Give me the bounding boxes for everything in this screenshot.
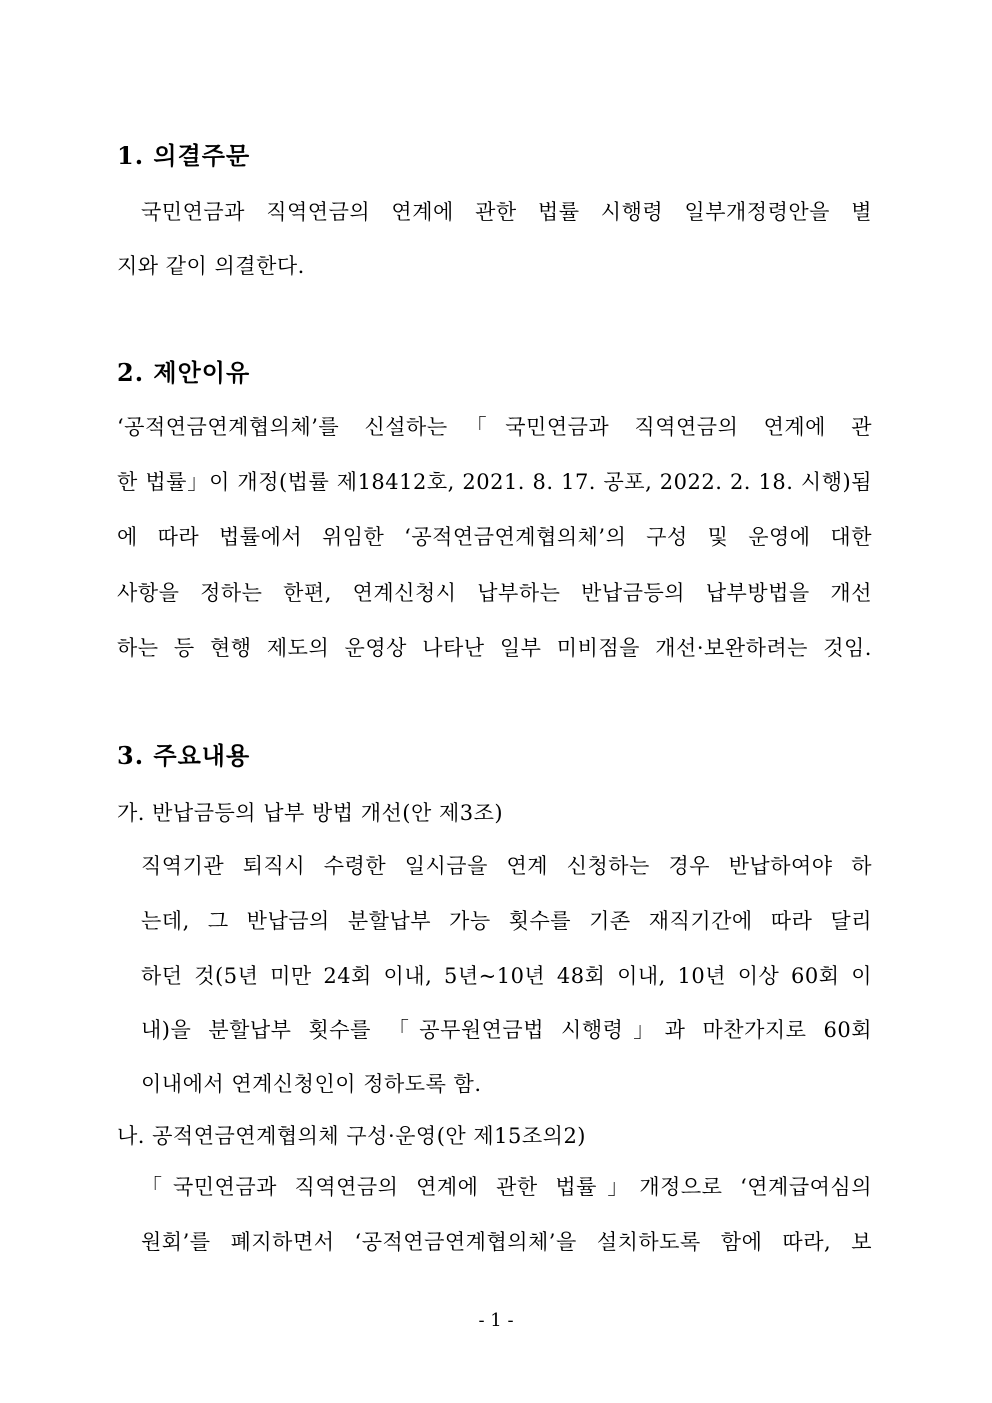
section-2-line-5: 하는 등 현행 제도의 운영상 나타난 일부 미비점을 개선·보완하려는 것임. xyxy=(117,636,872,660)
section-3-heading: 3. 주요내용 xyxy=(117,741,251,770)
subsection-ga-title: 가. 반납금등의 납부 방법 개선(안 제3조) xyxy=(117,801,504,825)
section-2-line-1: ‘공적연금연계협의체’를 신설하는「국민연금과 직역연금의 연계에 관 xyxy=(117,415,872,439)
section-1-line-2: 지와 같이 의결한다. xyxy=(117,254,305,278)
section-1-heading: 1. 의결주문 xyxy=(117,141,251,170)
page-number: - 1 - xyxy=(478,1310,514,1331)
section-2-line-2: 한 법률」이 개정(법률 제18412호, 2021. 8. 17. 공포, 2022. 2. 18. 시행)됨 xyxy=(117,470,872,494)
subsection-ga-line-4: 내)을 분할납부 횟수를 「공무원연금법 시행령」과 마찬가지로 60회 xyxy=(141,1018,872,1042)
subsection-na-line-2: 원회’를 폐지하면서 ‘공적연금연계협의체’을 설치하도록 함에 따라, 보 xyxy=(141,1230,872,1254)
section-1-line-1: 국민연금과 직역연금의 연계에 관한 법률 시행령 일부개정령안을 별 xyxy=(141,200,872,224)
subsection-ga-line-5: 이내에서 연계신청인이 정하도록 함. xyxy=(141,1072,482,1096)
section-2-line-4: 사항을 정하는 한편, 연계신청시 납부하는 반납금등의 납부방법을 개선 xyxy=(117,581,872,605)
subsection-ga-line-2: 는데, 그 반납금의 분할납부 가능 횟수를 기존 재직기간에 따라 달리 xyxy=(141,909,872,933)
subsection-na-line-1: 「국민연금과 직역연금의 연계에 관한 법률」개정으로 ‘연계급여심의 xyxy=(141,1175,872,1199)
subsection-ga-line-1: 직역기관 퇴직시 수령한 일시금을 연계 신청하는 경우 반납하여야 하 xyxy=(141,854,872,878)
subsection-ga-line-3: 하던 것(5년 미만 24회 이내, 5년~10년 48회 이내, 10년 이상 60회 이 xyxy=(141,964,872,988)
section-2-heading: 2. 제안이유 xyxy=(117,358,251,387)
subsection-na-title: 나. 공적연금연계협의체 구성·운영(안 제15조의2) xyxy=(117,1124,586,1148)
section-2-line-3: 에 따라 법률에서 위임한 ‘공적연금연계협의체’의 구성 및 운영에 대한 xyxy=(117,525,872,549)
